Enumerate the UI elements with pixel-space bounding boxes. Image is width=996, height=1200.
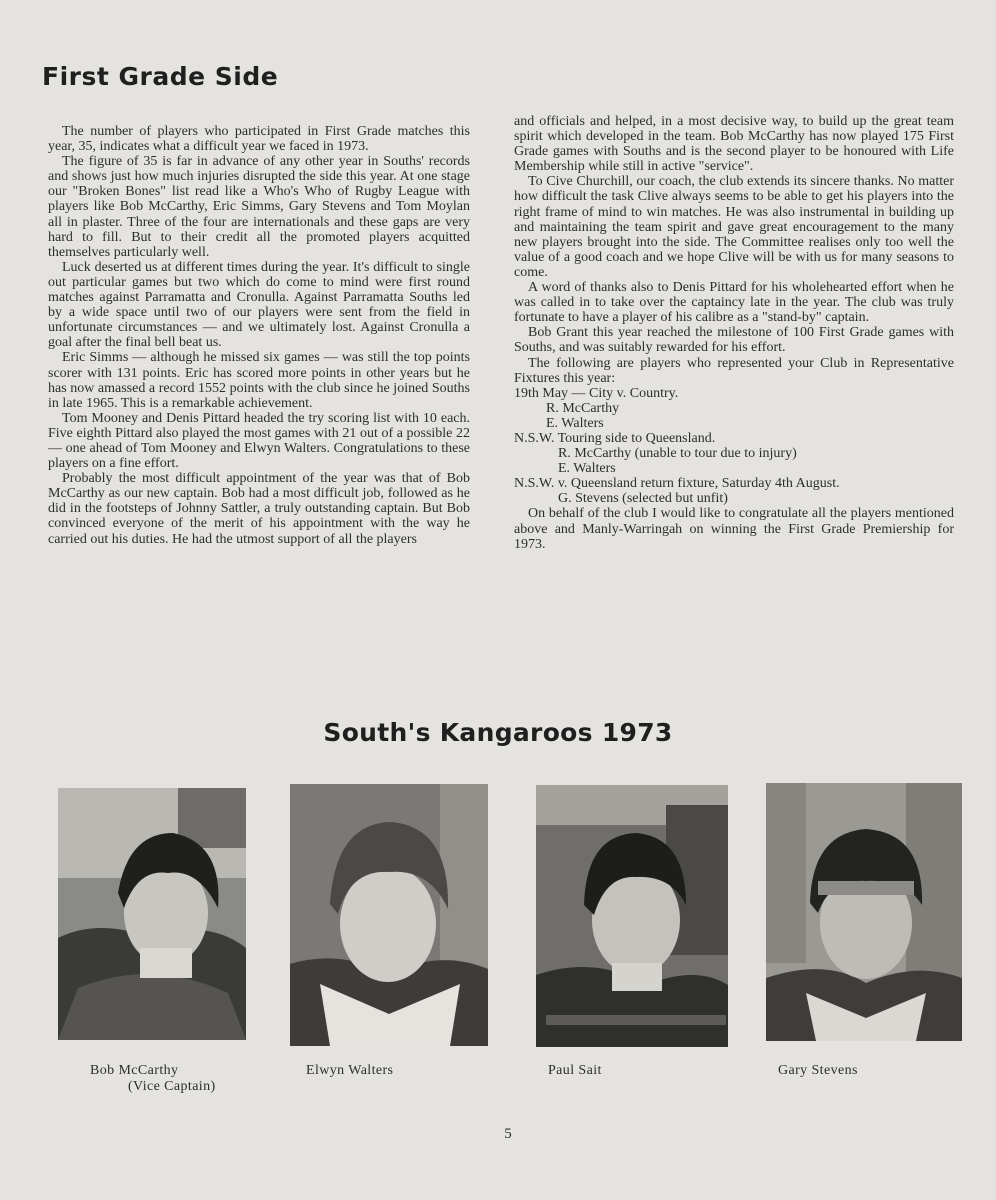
player-note: (Vice Captain) (128, 1079, 216, 1094)
rep-player: R. McCarthy (unable to tour due to injury) (558, 446, 797, 462)
page-number: 5 (504, 1126, 512, 1142)
right-column (514, 114, 954, 552)
representatives-list (514, 386, 954, 507)
player-caption (306, 1063, 393, 1079)
paragraph: Probably the most difficult appointment of the year was that of Bob McCarthy as our new captain. Bob had a most difficult job, followed as he did in the footsteps of Johnny Sattler, a truly outstanding captain. But Bob convinced everyone of the merit of his appointment with the way he carried out his duties. He had the utmost support of all the players (48, 471, 470, 547)
player-photo-bob-mccarthy (58, 788, 246, 1040)
paragraph: Luck deserted us at different times during the year. It's difficult to single out particular games but two which do come to mind were first round matches against Parramatta and Cronulla. Against Parramatta Souths led by a wide space until two of our players were sent from the field in unfortunate circumstances — and we ultimately lost. Against Cronulla a goal after the final bell beat us. (48, 259, 470, 351)
closing-paragraph: On behalf of the club I would like to congratulate all the players mentioned above and Manly-Warringah on winning the First Grade Premiership for 1973. (514, 506, 954, 552)
paragraph: The figure of 35 is far in advance of any other year in Souths' records and shows just how much injuries disrupted the side this year. At one stage our "Broken Bones" list read like a Who's Who of Rugby League with players like Bob McCarthy, Eric Simms, Gary Stevens and Tom Moylan all in plaster. Three of the four are internationals and these gaps are very hard to fill. But to their credit all the promoted players acquitted themselves particularly well. (48, 154, 470, 260)
paragraph: The following are players who represented your Club in Representative Fixtures this year: (514, 355, 954, 386)
paragraph: To Cive Churchill, our coach, the club extends its sincere thanks. No matter how difficult the task Clive always seems to be able to get his players into the right frame of mind to win matches. He was also instrumental in building up and maintaining the team spirit and gave great encouragement to the many new players brought into the side. The Committee realises only too well the value of a good coach and we hope Clive will be with us for many seasons to come. (514, 174, 954, 280)
paragraph: and officials and helped, in a most decisive way, to build up the great team spirit which developed in the team. Bob McCarthy has now played 175 First Grade games with Souths and is the second player to be honoured with Life Membership while still in active "service". (514, 114, 954, 175)
player-caption (778, 1063, 858, 1079)
section-title: South's Kangaroos 1973 (323, 718, 673, 747)
rep-fixture: N.S.W. v. Queensland return fixture, Saturday 4th August. (514, 476, 840, 492)
paragraph: A word of thanks also to Denis Pittard for his wholehearted effort when he was called in to take over the captaincy late in the year. The club was truly fortunate to have a player of his calibre as a "stand-by" captain. (514, 280, 954, 326)
paragraph: Bob Grant this year reached the milestone of 100 First Grade games with Souths, and was suitably rewarded for his effort. (514, 325, 954, 356)
rep-player: E. Walters (558, 461, 616, 477)
player-name: Elwyn Walters (306, 1063, 394, 1078)
player-name: Paul Sait (548, 1063, 602, 1078)
rep-fixture: N.S.W. Touring side to Queensland. (514, 430, 716, 446)
player-name: Gary Stevens (778, 1063, 858, 1078)
page-heading: First Grade Side (42, 62, 279, 91)
player-name: Bob McCarthy (90, 1063, 179, 1078)
rep-player: E. Walters (546, 415, 604, 431)
player-caption (548, 1063, 602, 1079)
paragraph: Eric Simms — although he missed six games — was still the top points scorer with 131 points. Eric has scored more points in other years but he has now amassed a record 1552 points with the club since he joined Souths in late 1965. This is a remarkable achievement. (48, 350, 470, 411)
rep-fixture: 19th May — City v. Country. (514, 385, 679, 401)
player-photo-gary-stevens (766, 783, 962, 1041)
rep-player: R. McCarthy (546, 400, 620, 416)
paragraph: The number of players who participated in First Grade matches this year, 35, indicates what a difficult year we faced in 1973. (48, 124, 470, 155)
paragraph: Tom Mooney and Denis Pittard headed the try scoring list with 10 each. Five eighth Pittard also played the most games with 21 out of a possible 22 — one ahead of Tom Mooney and Elwyn Walters. Congratulations to these players on a fine effort. (48, 410, 470, 472)
player-photo-paul-sait (536, 785, 728, 1047)
left-column (48, 124, 470, 547)
player-caption (90, 1063, 216, 1095)
rep-player: G. Stevens (selected but unfit) (558, 491, 728, 507)
player-photo-elwyn-walters (290, 784, 488, 1046)
